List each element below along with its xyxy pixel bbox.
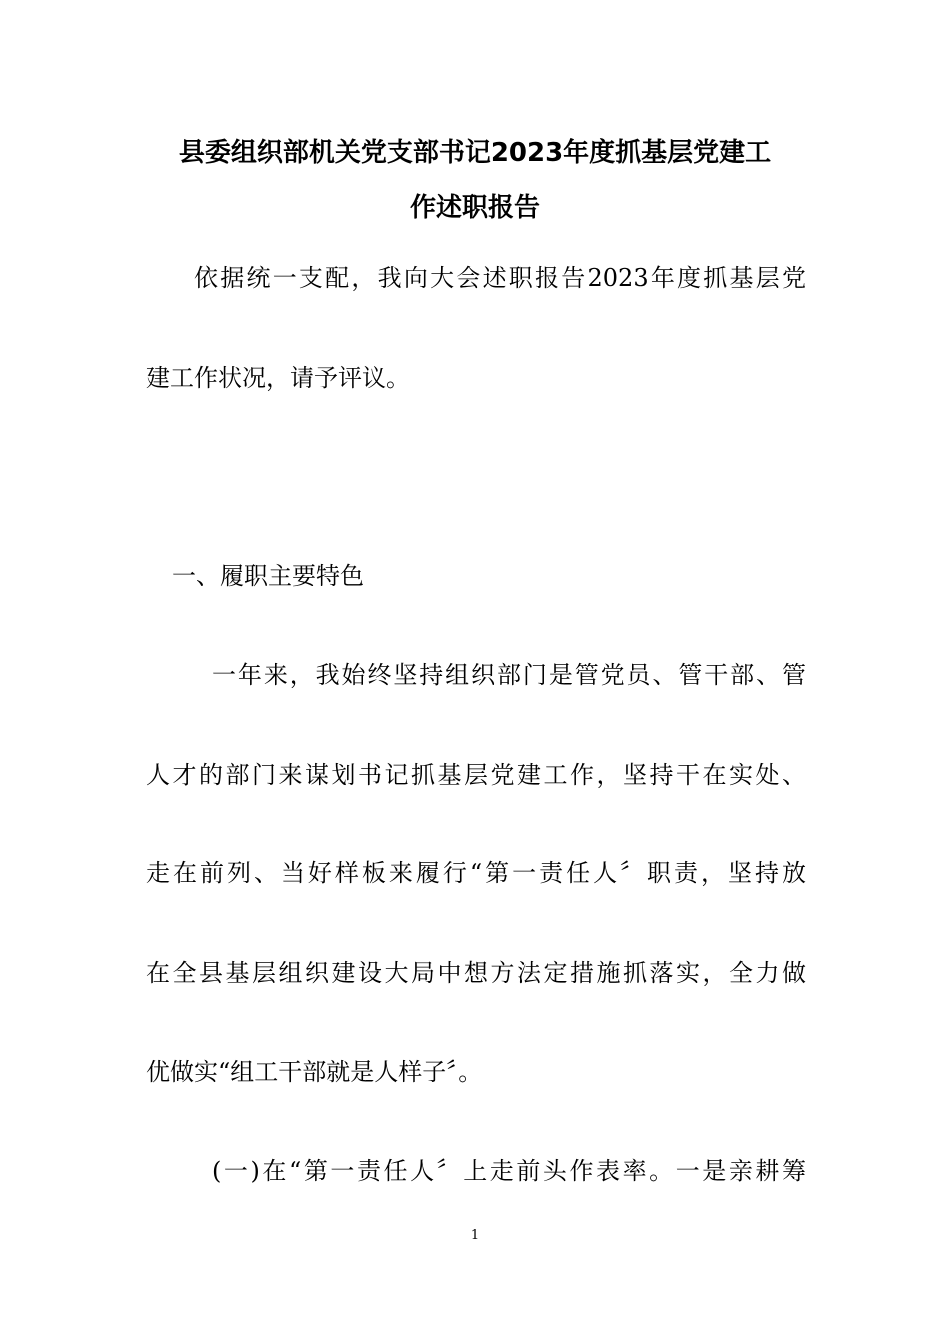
intro-line-2: 建工作状况，请予评议。 <box>146 364 410 392</box>
document-title-line-1: 县委组织部机关党支部书记2023年度抓基层党建工 <box>178 138 772 168</box>
paragraph-line-2: 人才的部门来谋划书记抓基层党建工作，坚持干在实处、 <box>146 761 806 789</box>
section-heading: 一、履职主要特色 <box>172 562 364 590</box>
paragraph-line-3: 走在前列、当好样板来履行“第一责任人〞职责，坚持放 <box>146 859 806 887</box>
intro-line-1: 依据统一支配，我向大会述职报告2023年度抓基层党 <box>194 264 806 292</box>
paragraph-line-4: 在全县基层组织建设大局中想方法定措施抓落实，全力做 <box>146 959 806 987</box>
sub-heading-line: (一)在“第一责任人〞上走前头作表率。一是亲耕筹 <box>212 1157 806 1185</box>
page-number: 1 <box>470 1228 480 1243</box>
document-title-line-2: 作述职报告 <box>409 193 540 223</box>
paragraph-line-5: 优做实“组工干部就是人样子〞。 <box>146 1058 483 1086</box>
paragraph-line-1: 一年来，我始终坚持组织部门是管党员、管干部、管 <box>212 661 806 689</box>
